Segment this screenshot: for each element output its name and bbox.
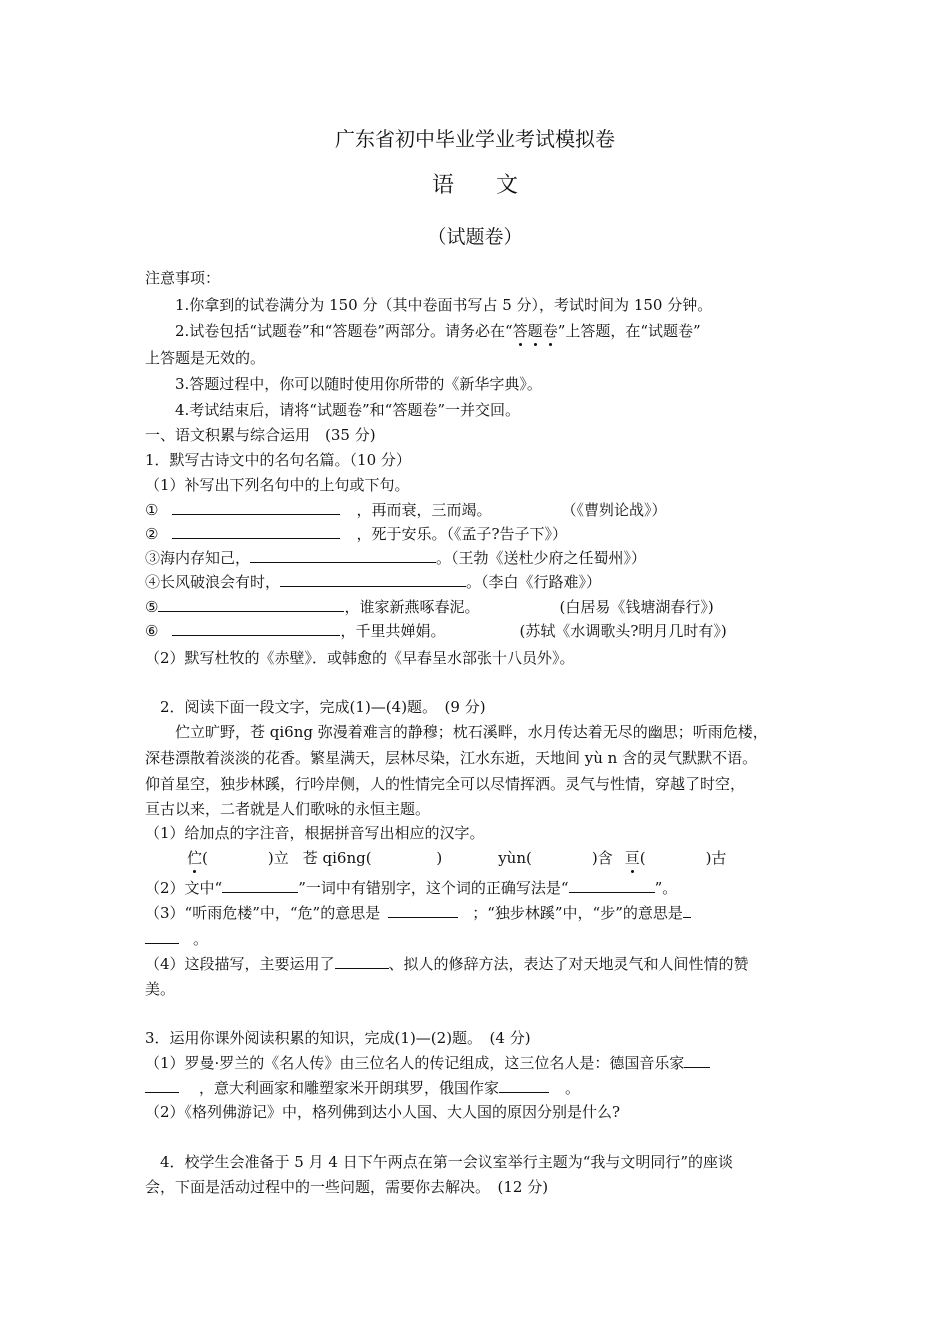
paper-type: （试题卷） [427, 226, 523, 248]
q2-sub2: （2）文中“ ”一词中有错别字，这个词的正确写法是“ ”。 [145, 879, 678, 897]
subject-title: 语文 [431, 173, 560, 198]
q1-line-6: ⑥ ，千里共婵娟。 (苏轼《水调歌头?明月几时有》) [145, 622, 727, 640]
q2-pinyin-row: 伫( )立 苍 qi6ng( ) yùn( )含 亘( )古 [187, 849, 727, 867]
answer-blank[interactable] [172, 524, 340, 539]
q1-line-4: ④长风破浪会有时， 。（李白《行路难》） [145, 573, 602, 591]
q2-sub1: （1）给加点的字注音，根据拼音写出相应的汉字。 [145, 824, 485, 842]
q1-line-3: ③海内存知己， 。（王勃《送杜少府之任蜀州》） [145, 549, 647, 567]
answer-blank[interactable] [499, 1078, 549, 1093]
q2-passage-line-4: 亘古以来，二者就是人们歌咏的永恒主题。 [145, 800, 431, 818]
notice-item-2: 2.试卷包括“试题卷”和“答题卷”两部分。请务必在“答题卷”上答题，在“试题卷” [175, 322, 701, 340]
notice-item-1: 1.你拿到的试卷满分为 150 分（其中卷面书写占 5 分），考试时间为 150 分钟。 [175, 296, 713, 314]
emphasis-char: 答 [512, 322, 528, 340]
emphasis-char: 题 [527, 322, 543, 340]
answer-blank[interactable] [250, 548, 436, 563]
q2-passage-line-1: 伫立旷野，苍 qi6ng 弥漫着难言的静穆；枕石溪畔，水月传达着无尽的幽思；听雨危楼， [175, 723, 768, 741]
q3-sub2: （2）《格列佛游记》中，格列佛到达小人国、大人国的原因分别是什么? [145, 1103, 621, 1121]
q4-line-1: 4．校学生会准备于 5 月 4 日下午两点在第一会议室举行主题为“我与文明同行”的座谈 [160, 1153, 734, 1171]
q1-line-1: ① ，再而衰，三而竭。 （《曹刿论战》） [145, 501, 667, 519]
answer-blank[interactable] [145, 929, 179, 944]
q3-sub1: （1）罗曼·罗兰的《名人传》由三位名人的传记组成，这三位名人是：德国音乐家 [145, 1053, 710, 1073]
answer-blank[interactable] [145, 1078, 179, 1093]
q1-sub2: （2）默写杜牧的《赤壁》．或韩愈的《早春呈水部张十八员外》。 [145, 649, 575, 667]
answer-blank[interactable] [222, 878, 298, 893]
notice-heading: 注意事项： [145, 269, 221, 287]
answer-blank[interactable] [158, 597, 344, 612]
answer-blank[interactable] [388, 903, 458, 918]
q4-line-2: 会，下面是活动过程中的一些问题，需要你去解决。 (12 分) [145, 1178, 549, 1196]
section-heading: 一、语文积累与综合运用 (35 分) [145, 426, 376, 444]
answer-blank[interactable] [172, 621, 340, 636]
q1-sub1: （1）补写出下列名句中的上句或下句。 [145, 476, 410, 494]
notice-item-4: 4.考试结束后，请将“试题卷”和“答题卷”一并交回。 [175, 401, 520, 419]
q2-sub4: （4）这段描写，主要运用了 、拟人的修辞方法，表达了对天地灵气和人间性情的赞 [145, 955, 749, 973]
q2-sub3-cont: 。 [145, 929, 208, 949]
notice-item-3: 3.答题过程中，你可以随时使用你所带的《新华字典》。 [175, 375, 542, 393]
emphasis-char: 伫 [187, 849, 203, 867]
q1-stem: 1．默写古诗文中的名句名篇。（10 分） [145, 451, 411, 469]
q2-sub3: （3）“听雨危楼”中，“危”的意思是 ；“独步林蹊”中，“步”的意思是 [145, 903, 691, 923]
q3-stem: 3．运用你课外阅读积累的知识，完成(1)—(2)题。 (4 分) [145, 1029, 531, 1047]
q1-line-5: ⑤ ，谁家新燕啄春泥。 (白居易《钱塘湖春行》) [145, 598, 714, 616]
q2-passage-line-3: 仰首星空，独步林蹊，行吟岸侧，人的性情完全可以尽情挥洒。灵气与性情，穿越了时空， [145, 775, 746, 793]
notice-item-2-cont: 上答题是无效的。 [145, 349, 266, 367]
q2-stem: 2．阅读下面一段文字，完成(1)—(4)题。 (9 分) [160, 698, 486, 716]
exam-title: 广东省初中毕业学业考试模拟卷 [335, 127, 615, 151]
answer-blank[interactable] [684, 1053, 710, 1068]
answer-blank[interactable] [172, 500, 340, 515]
answer-blank[interactable] [569, 878, 655, 893]
q3-sub1-cont: ，意大利画家和雕塑家米开朗琪罗，俄国作家 。 [145, 1078, 580, 1098]
q1-line-2: ② ，死于安乐。（《孟子?告子下》） [145, 525, 567, 543]
answer-blank[interactable] [683, 903, 691, 918]
emphasis-char: 卷 [542, 322, 558, 340]
answer-blank[interactable] [335, 954, 389, 969]
emphasis-char: 亘 [624, 849, 640, 867]
answer-blank[interactable] [280, 572, 466, 587]
q2-passage-line-2: 深巷漂散着淡淡的花香。繁星满天，层林尽染，江水东逝，天地间 yù n 含的灵气默默不语。 [145, 749, 758, 767]
q2-sub4-cont: 美。 [145, 980, 176, 998]
